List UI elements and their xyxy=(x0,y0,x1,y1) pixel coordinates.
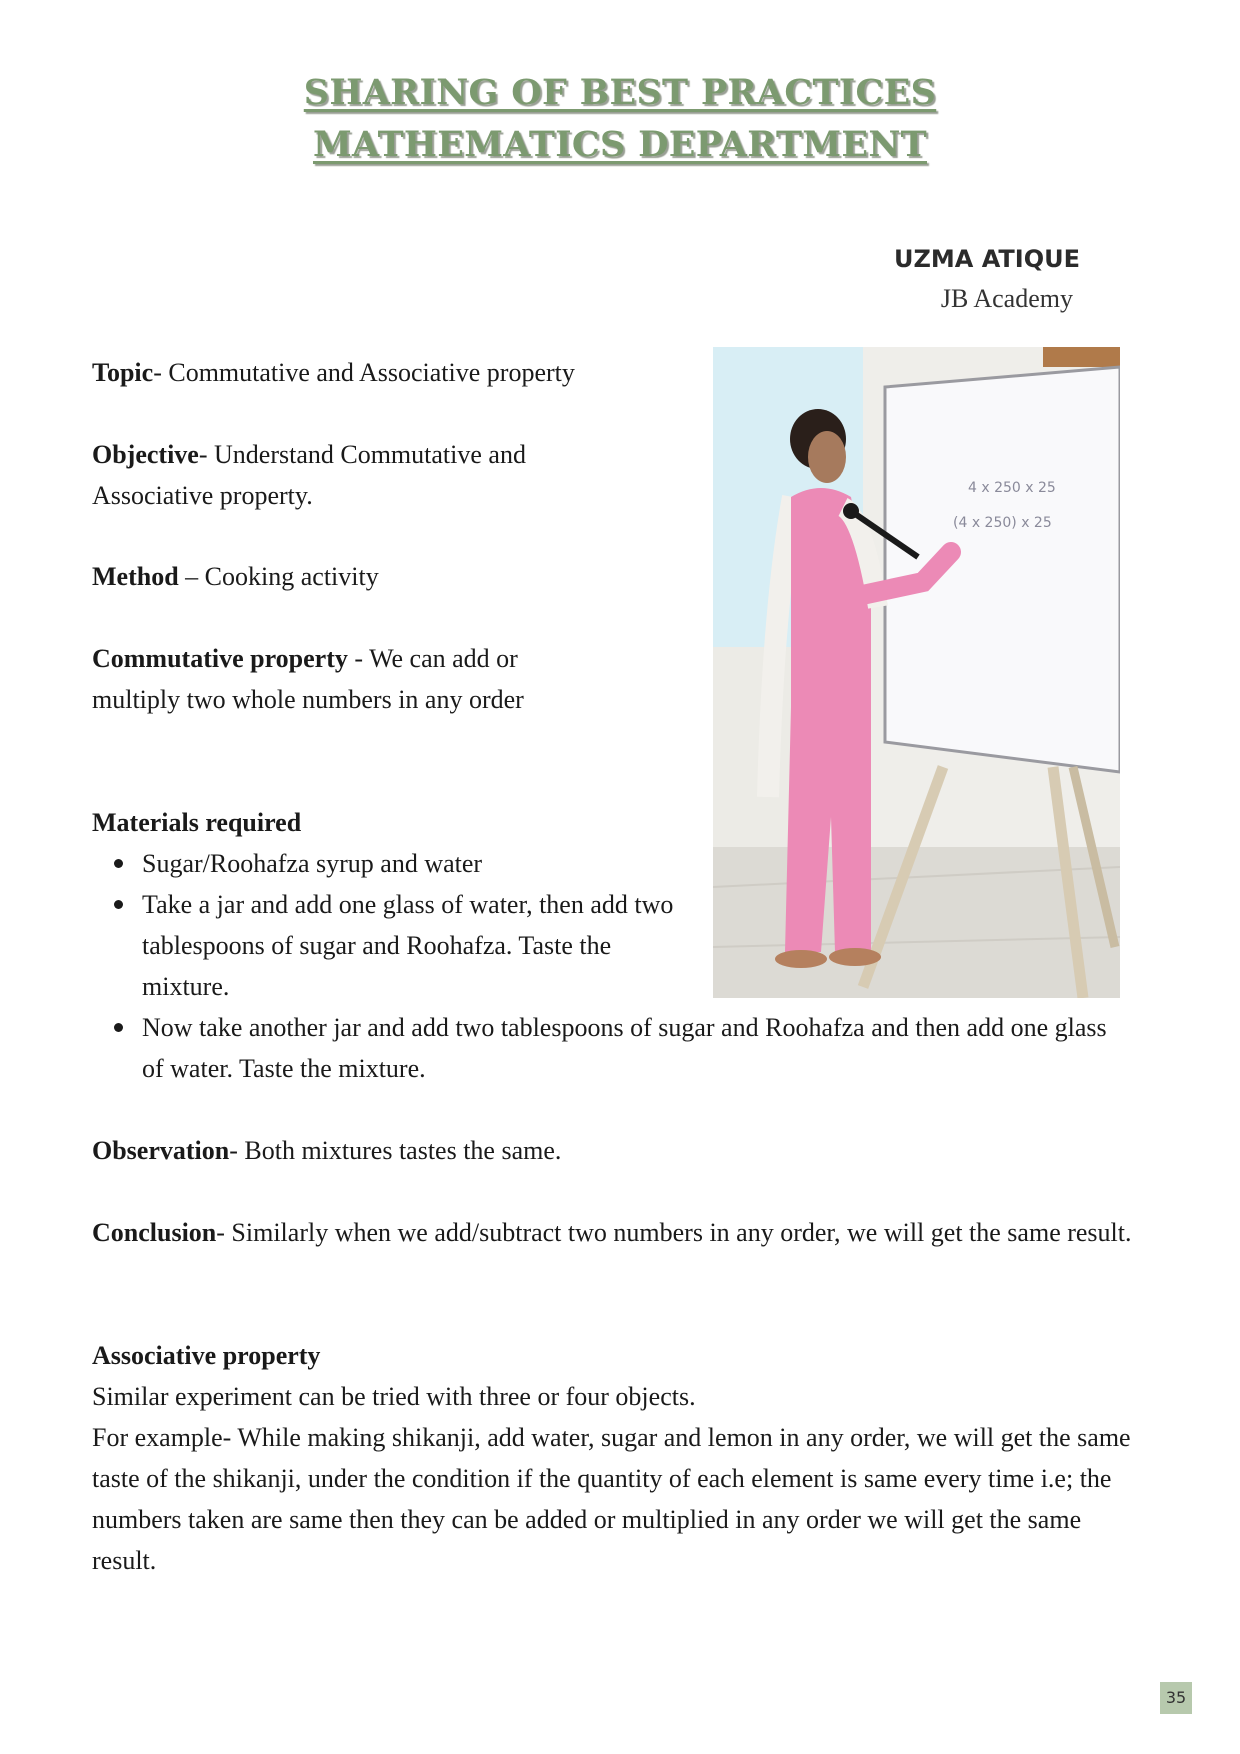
topic-text: - Commutative and Associative property xyxy=(153,358,575,387)
observation-text: - Both mixtures tastes the same. xyxy=(229,1136,562,1165)
topic-paragraph xyxy=(92,352,692,393)
list-item: Take a jar and add one glass of water, then add two tablespoons of sugar and Roohafza. Taste the mixture. xyxy=(92,884,692,1007)
associative-line2: For example- While making shikanji, add water, sugar and lemon in any order, we will get the same taste of the shikanji, under the condition if the quantity of each element is same every time i.e; the numbers taken are same then they can be added or multiplied in any order we will get the same result. xyxy=(92,1423,1131,1575)
document-title-line1: SHARING OF BEST PRACTICES xyxy=(303,72,937,113)
commutative-text: - We can add or multiply two whole numbers in any order xyxy=(92,644,524,714)
classroom-photo xyxy=(713,347,1120,998)
associative-heading xyxy=(92,1335,1132,1376)
author-name: UZMA ATIQUE xyxy=(894,245,1080,273)
board-text-line1: 4 x 250 x 25 xyxy=(968,480,1056,496)
observation-paragraph xyxy=(92,1130,1132,1171)
method-paragraph xyxy=(92,556,692,597)
objective-text: - Understand Commutative and Associative property. xyxy=(92,440,526,510)
conclusion-paragraph xyxy=(92,1212,1132,1253)
conclusion-text: - Similarly when we add/subtract two numbers in any order, we will get the same result. xyxy=(216,1218,1132,1247)
teacher-at-whiteboard-illustration xyxy=(713,347,1120,998)
list-item: Sugar/Roohafza syrup and water xyxy=(92,843,692,884)
school-name: JB Academy xyxy=(940,284,1073,313)
materials-list-top xyxy=(92,843,692,1007)
materials-label: Materials required xyxy=(92,808,302,837)
topic-label: Topic xyxy=(92,358,154,387)
method-label: Method xyxy=(92,562,179,591)
commutative-paragraph xyxy=(92,638,602,720)
materials-heading xyxy=(92,802,692,843)
objective-paragraph xyxy=(92,434,632,516)
document-title-line2: MATHEMATICS DEPARTMENT xyxy=(312,124,928,165)
materials-list-bottom xyxy=(92,1007,1132,1089)
observation-label: Observation xyxy=(92,1136,230,1165)
method-text: – Cooking activity xyxy=(178,562,379,591)
associative-label: Associative property xyxy=(92,1341,321,1370)
objective-label: Objective xyxy=(92,440,199,469)
list-item: Now take another jar and add two tablespoons of sugar and Roohafza and then add one glass of water. Taste the mixture. xyxy=(92,1007,1132,1089)
board-text-line2: (4 x 250) x 25 xyxy=(953,515,1052,531)
whiteboard xyxy=(885,367,1120,772)
conclusion-label: Conclusion xyxy=(92,1218,217,1247)
commutative-label: Commutative property xyxy=(92,644,348,673)
associative-line1: Similar experiment can be tried with three or four objects. xyxy=(92,1382,696,1411)
page-number: 35 xyxy=(1160,1682,1192,1714)
